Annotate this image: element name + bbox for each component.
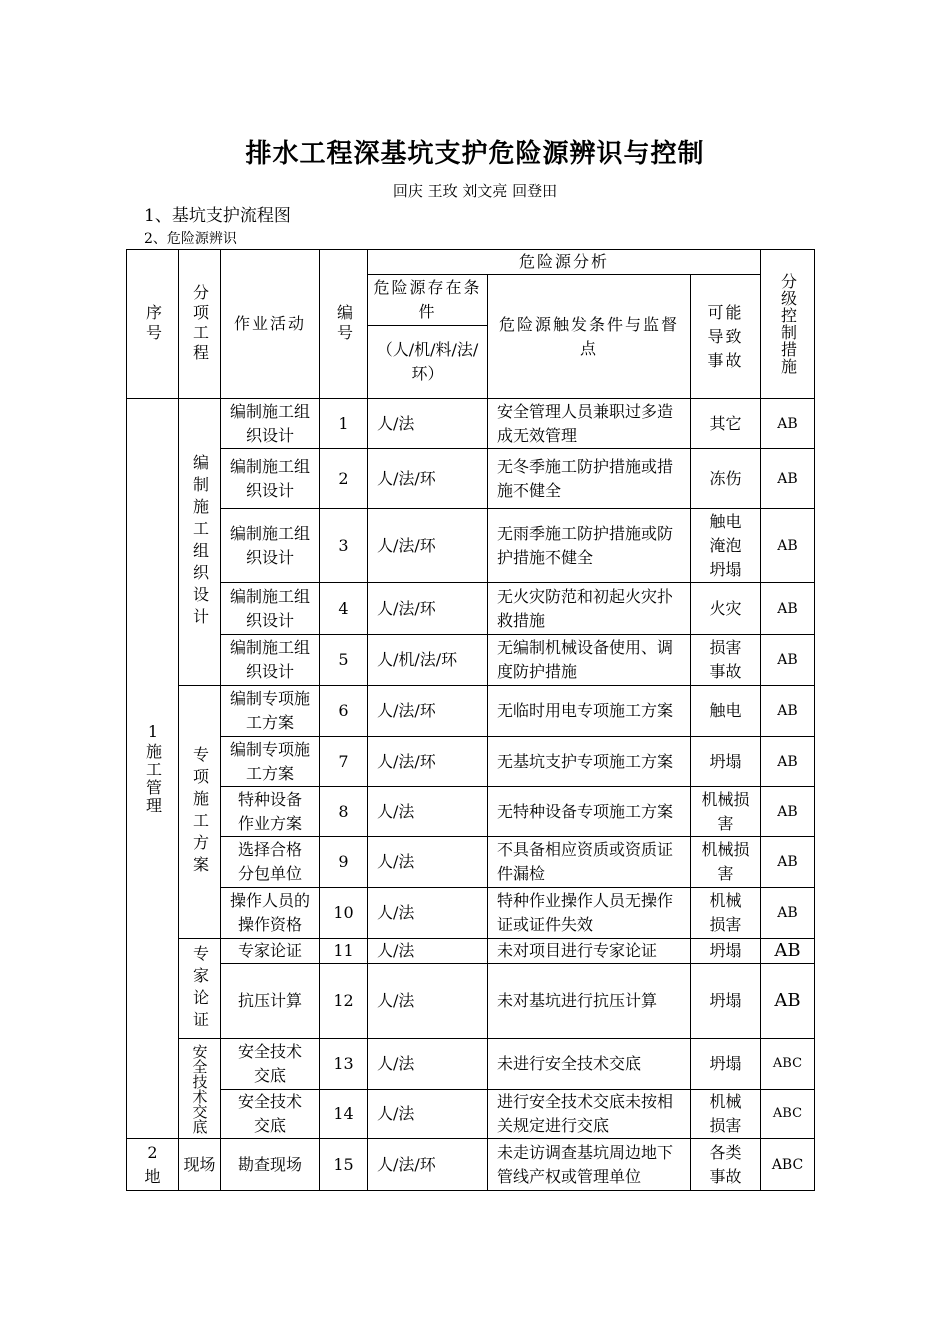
header-condition-sub: （人/机/料/法/环）	[368, 326, 488, 399]
table-row	[127, 583, 815, 635]
accident-cell: 机械损害	[691, 787, 761, 837]
trigger-cell: 未进行安全技术交底	[488, 1039, 691, 1090]
header-number: 编号	[320, 250, 368, 399]
trigger-cell: 未对基坑进行抗压计算	[488, 964, 691, 1039]
accident-cell: 触电淹泡坍塌	[691, 509, 761, 583]
activity-cell: 操作人员的操作资格	[221, 888, 320, 939]
trigger-cell: 无冬季施工防护措施或措施不健全	[488, 449, 691, 509]
table-row	[127, 1039, 815, 1090]
table-row	[127, 1139, 815, 1191]
activity-cell: 专家论证	[221, 939, 320, 964]
condition-cell: 人/法	[368, 1090, 488, 1139]
level-cell: AB	[761, 509, 815, 583]
activity-cell: 编制施工组织设计	[221, 399, 320, 449]
condition-cell: 人/法	[368, 1039, 488, 1090]
table-row	[127, 635, 815, 686]
accident-cell: 触电	[691, 686, 761, 737]
level-cell: AB	[761, 449, 815, 509]
number-cell: 13	[320, 1039, 368, 1090]
activity-cell: 编制施工组织设计	[221, 509, 320, 583]
level-cell: AB	[761, 686, 815, 737]
trigger-cell: 无特种设备专项施工方案	[488, 787, 691, 837]
number-cell: 12	[320, 964, 368, 1039]
activity-cell: 编制施工组织设计	[221, 583, 320, 635]
trigger-cell: 特种作业操作人员无操作证或证件失效	[488, 888, 691, 939]
header-level: 分级控制措施	[761, 250, 815, 399]
condition-cell: 人/法	[368, 964, 488, 1039]
level-cell: ABC	[761, 1090, 815, 1139]
number-cell: 4	[320, 583, 368, 635]
activity-cell: 选择合格分包单位	[221, 837, 320, 888]
activity-cell: 编制专项施工方案	[221, 686, 320, 737]
subproject-cell: 安全技术交底	[179, 1039, 221, 1139]
trigger-cell: 无编制机械设备使用、调度防护措施	[488, 635, 691, 686]
activity-cell: 编制施工组织设计	[221, 449, 320, 509]
trigger-cell: 安全管理人员兼职过多造成无效管理	[488, 399, 691, 449]
trigger-cell: 未对项目进行专家论证	[488, 939, 691, 964]
trigger-cell: 未走访调查基坑周边地下管线产权或管理单位	[488, 1139, 691, 1191]
trigger-cell: 无基坑支护专项施工方案	[488, 737, 691, 787]
number-cell: 5	[320, 635, 368, 686]
hazard-table	[126, 249, 815, 1191]
number-cell: 8	[320, 787, 368, 837]
group-seq-cell: 1施工管理	[127, 399, 179, 1139]
number-cell: 9	[320, 837, 368, 888]
accident-cell: 冻伤	[691, 449, 761, 509]
condition-cell: 人/法	[368, 939, 488, 964]
header-accident: 可能导致事故	[691, 275, 761, 399]
number-cell: 3	[320, 509, 368, 583]
level-cell: AB	[761, 787, 815, 837]
activity-cell: 特种设备作业方案	[221, 787, 320, 837]
header-condition: 危险源存在条件	[368, 275, 488, 326]
authors: 回庆 王玫 刘文亮 回登田	[392, 182, 558, 200]
activity-cell: 安全技术交底	[221, 1039, 320, 1090]
level-cell: AB	[761, 737, 815, 787]
condition-cell: 人/法	[368, 399, 488, 449]
condition-cell: 人/法	[368, 837, 488, 888]
accident-cell: 火灾	[691, 583, 761, 635]
accident-cell: 坍塌	[691, 964, 761, 1039]
activity-cell: 编制专项施工方案	[221, 737, 320, 787]
subproject-cell: 现场	[179, 1139, 221, 1191]
level-cell: ABC	[761, 1039, 815, 1090]
level-cell: AB	[761, 888, 815, 939]
trigger-cell: 无雨季施工防护措施或防护措施不健全	[488, 509, 691, 583]
condition-cell: 人/法/环	[368, 583, 488, 635]
accident-cell: 损害事故	[691, 635, 761, 686]
table-row	[127, 449, 815, 509]
table-row	[127, 837, 815, 888]
header-activity: 作业活动	[221, 250, 320, 399]
trigger-cell: 无火灾防范和初起火灾扑救措施	[488, 583, 691, 635]
table-row	[127, 939, 815, 964]
accident-cell: 机械损害	[691, 888, 761, 939]
section-heading-1: 1、基坑支护流程图	[144, 206, 291, 226]
level-cell: AB	[761, 837, 815, 888]
header-sub-project: 分项工程	[179, 250, 221, 399]
condition-cell: 人/法	[368, 888, 488, 939]
level-cell: AB	[761, 635, 815, 686]
header-trigger: 危险源触发条件与监督点	[488, 275, 691, 399]
accident-cell: 各类事故	[691, 1139, 761, 1191]
accident-cell: 机械损害	[691, 1090, 761, 1139]
number-cell: 15	[320, 1139, 368, 1191]
subproject-cell: 专家论证	[179, 939, 221, 1039]
table-row	[127, 399, 815, 449]
number-cell: 6	[320, 686, 368, 737]
header-seq: 序号	[127, 250, 179, 399]
trigger-cell: 不具备相应资质或资质证件漏检	[488, 837, 691, 888]
section-heading-2: 2、危险源辨识	[144, 231, 237, 247]
subproject-cell: 专项施工方案	[179, 686, 221, 939]
level-cell: AB	[761, 964, 815, 1039]
accident-cell: 其它	[691, 399, 761, 449]
condition-cell: 人/机/法/环	[368, 635, 488, 686]
accident-cell: 坍塌	[691, 939, 761, 964]
table-row	[127, 737, 815, 787]
table-row	[127, 964, 815, 1039]
level-cell: AB	[761, 939, 815, 964]
subproject-cell: 编制施工组织设计	[179, 399, 221, 686]
activity-cell: 勘查现场	[221, 1139, 320, 1191]
table-row	[127, 509, 815, 583]
number-cell: 7	[320, 737, 368, 787]
page-title: 排水工程深基坑支护危险源辨识与控制	[245, 139, 705, 169]
activity-cell: 安全技术交底	[221, 1090, 320, 1139]
number-cell: 10	[320, 888, 368, 939]
trigger-cell: 进行安全技术交底未按相关规定进行交底	[488, 1090, 691, 1139]
condition-cell: 人/法	[368, 787, 488, 837]
activity-cell: 抗压计算	[221, 964, 320, 1039]
level-cell: AB	[761, 583, 815, 635]
condition-cell: 人/法/环	[368, 686, 488, 737]
header-analysis: 危险源分析	[368, 250, 761, 275]
activity-cell: 编制施工组织设计	[221, 635, 320, 686]
number-cell: 11	[320, 939, 368, 964]
number-cell: 14	[320, 1090, 368, 1139]
table-row	[127, 686, 815, 737]
condition-cell: 人/法/环	[368, 509, 488, 583]
accident-cell: 坍塌	[691, 1039, 761, 1090]
number-cell: 1	[320, 399, 368, 449]
condition-cell: 人/法/环	[368, 449, 488, 509]
table-row	[127, 888, 815, 939]
level-cell: AB	[761, 399, 815, 449]
trigger-cell: 无临时用电专项施工方案	[488, 686, 691, 737]
accident-cell: 机械损害	[691, 837, 761, 888]
number-cell: 2	[320, 449, 368, 509]
table-row	[127, 1090, 815, 1139]
condition-cell: 人/法/环	[368, 737, 488, 787]
condition-cell: 人/法/环	[368, 1139, 488, 1191]
accident-cell: 坍塌	[691, 737, 761, 787]
group-seq-cell: 2地	[127, 1139, 179, 1191]
table-row	[127, 787, 815, 837]
level-cell: ABC	[761, 1139, 815, 1191]
